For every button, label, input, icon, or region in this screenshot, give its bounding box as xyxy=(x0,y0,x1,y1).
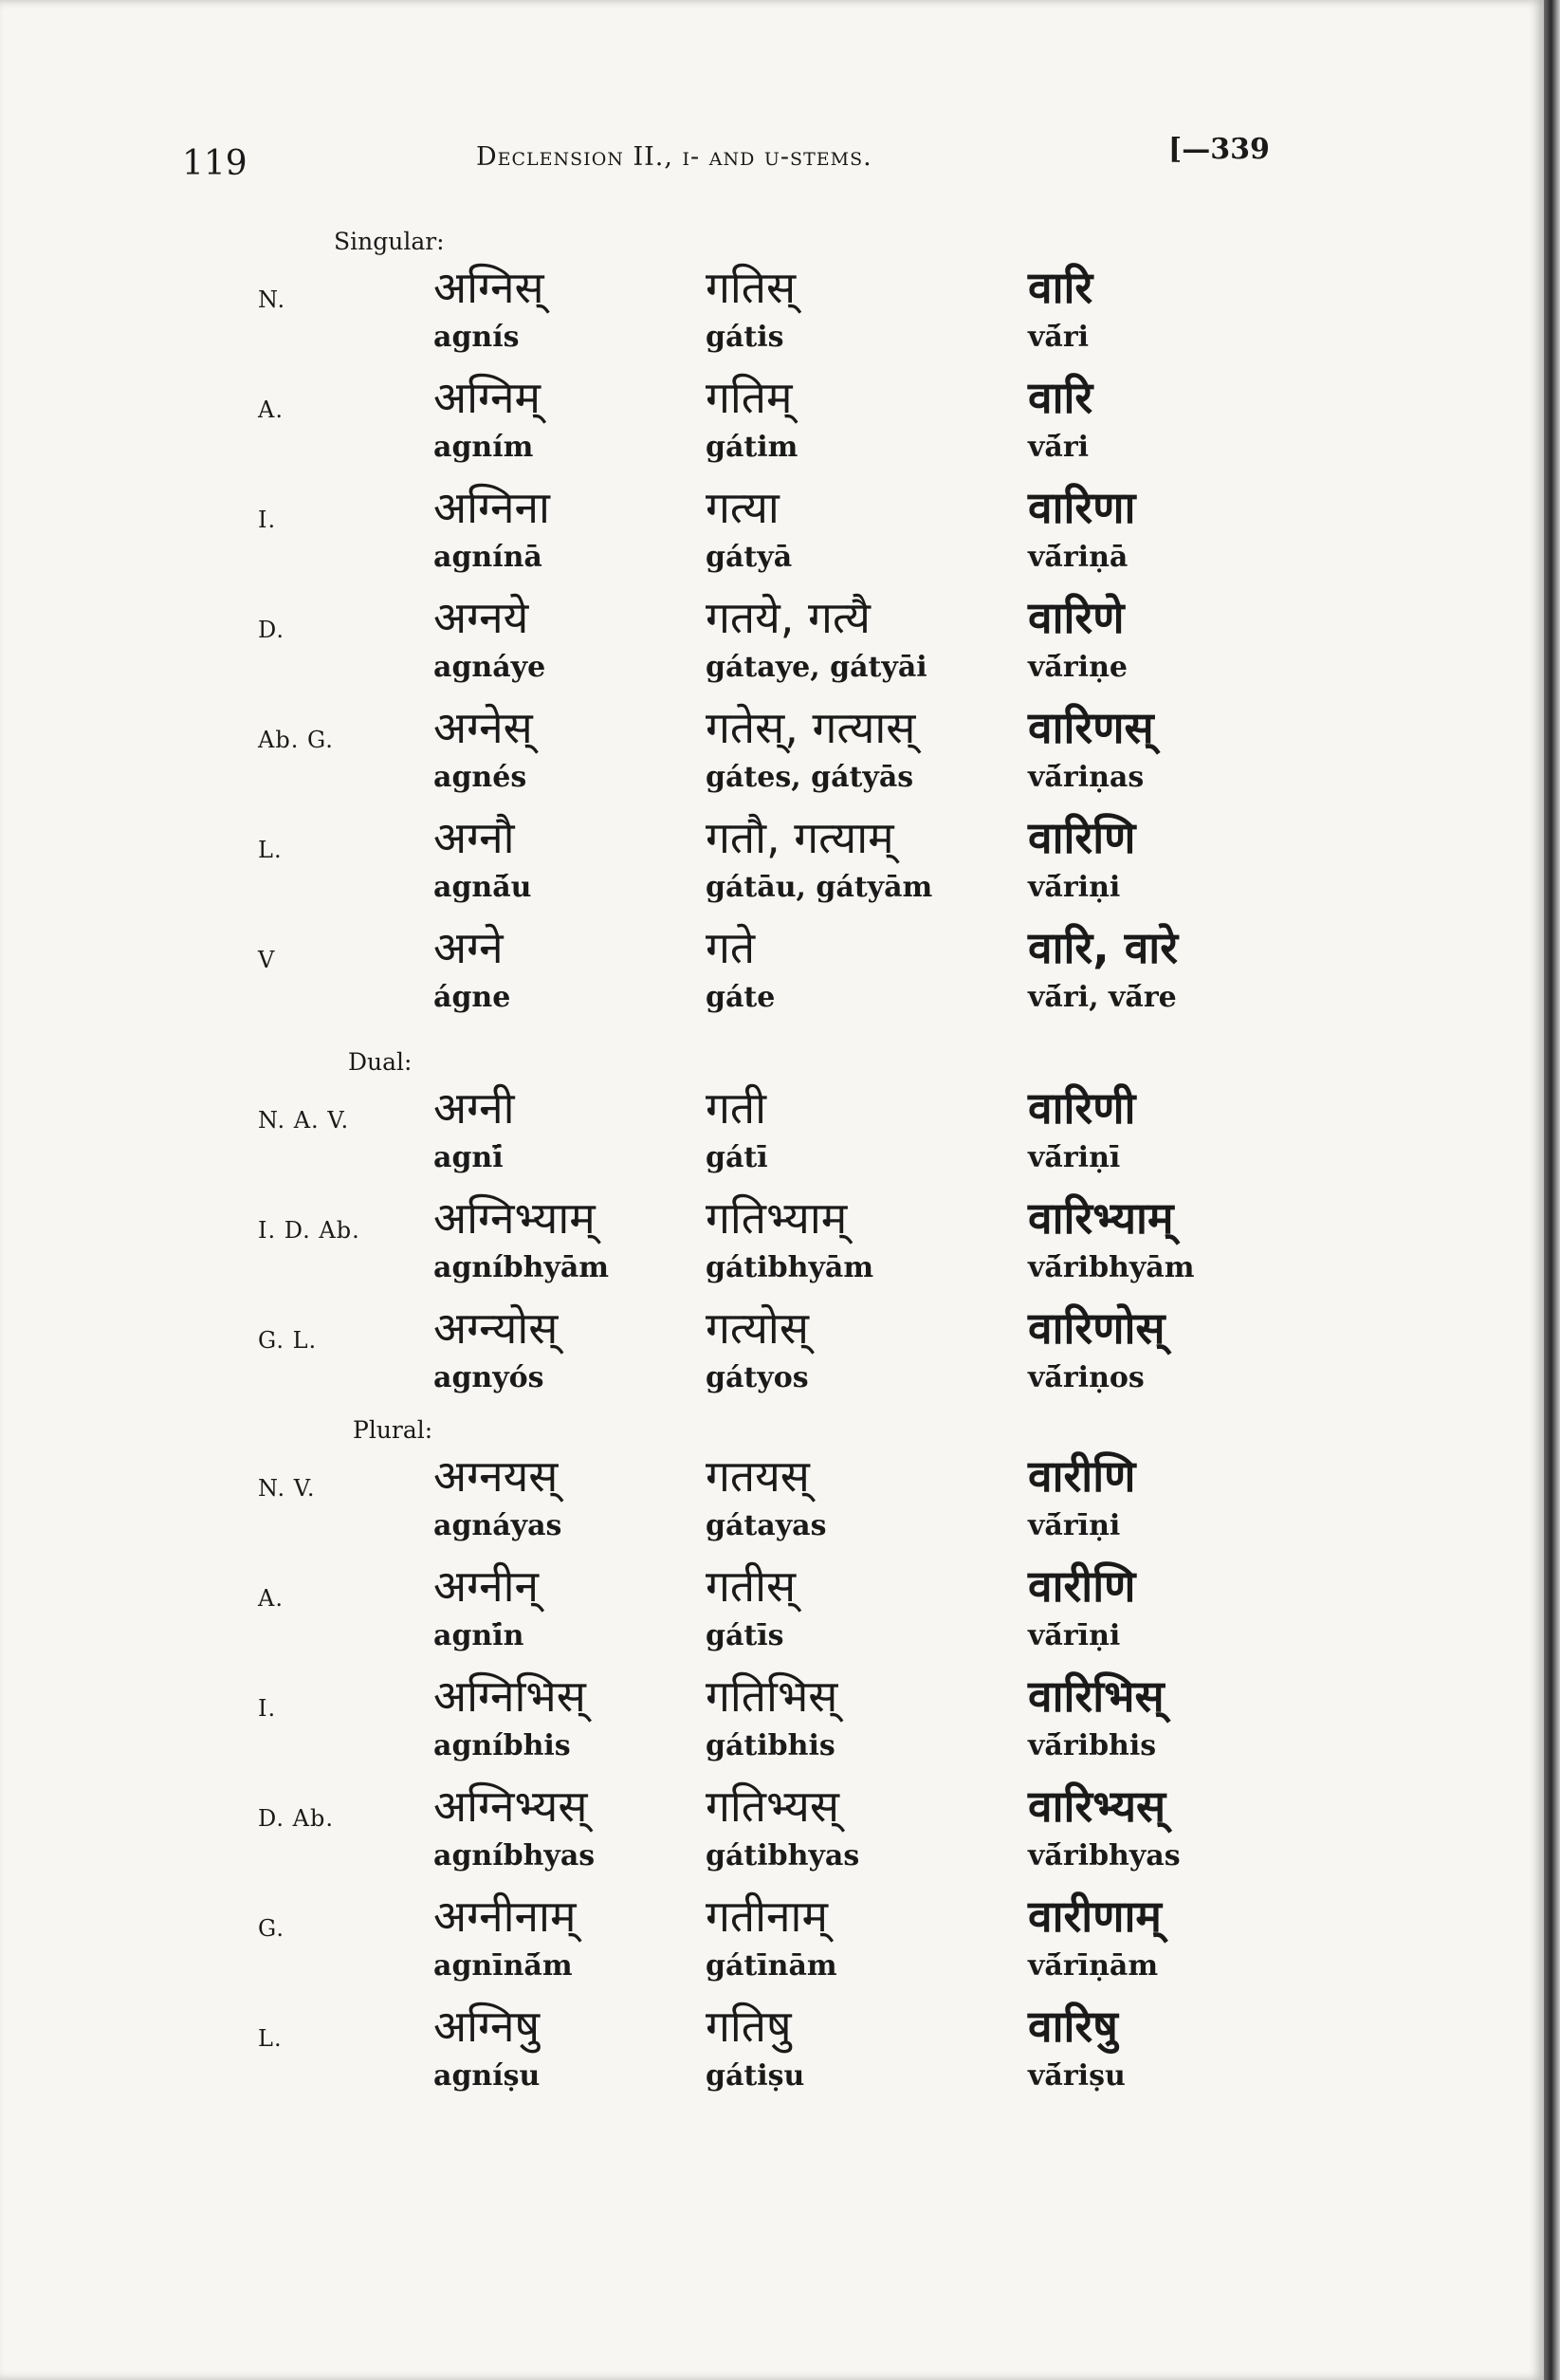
devanagari-form: अग्ने xyxy=(433,922,504,973)
gati-form xyxy=(706,262,797,354)
gati-form xyxy=(706,372,798,464)
devanagari-form: वारिणस् xyxy=(1028,702,1154,753)
devanagari-form: अग्नीन् xyxy=(433,1560,540,1612)
devanagari-form: गतिभिस् xyxy=(706,1670,838,1722)
gati-form xyxy=(706,592,927,684)
case-label: Ab. G. xyxy=(258,727,334,753)
case-label: L. xyxy=(258,837,283,863)
case-label: A. xyxy=(258,1585,284,1612)
transliteration: vā́riṇi xyxy=(1028,871,1121,904)
devanagari-form: अग्नी xyxy=(433,1082,515,1134)
devanagari-form: अग्नीनाम् xyxy=(433,1891,577,1942)
case-label: N. V. xyxy=(258,1475,316,1502)
devanagari-form: गत्योस् xyxy=(706,1302,809,1354)
gati-form xyxy=(706,1670,838,1762)
devanagari-form: अग्निभ्यस् xyxy=(433,1780,588,1832)
devanagari-form: वारीणि xyxy=(1028,1560,1136,1612)
devanagari-form: वारिषु xyxy=(1028,2001,1118,2052)
agni-form xyxy=(433,1891,577,1983)
devanagari-form: गतिस् xyxy=(706,262,797,313)
vari-form xyxy=(1028,1302,1165,1394)
transliteration: vā́rīṇi xyxy=(1028,1509,1121,1542)
agni-form xyxy=(433,1670,586,1762)
devanagari-form: अग्नौ xyxy=(433,812,515,863)
vari-form xyxy=(1028,922,1179,1014)
gati-form xyxy=(706,1891,837,1983)
agni-form xyxy=(433,1192,610,1284)
case-label: I. xyxy=(258,507,277,533)
agni-form xyxy=(433,372,541,464)
devanagari-form: गतये, गत्यै xyxy=(706,592,871,643)
devanagari-form: गतीनाम् xyxy=(706,1891,828,1942)
transliteration: agnī́n xyxy=(433,1619,524,1652)
agni-form xyxy=(433,1560,540,1652)
devanagari-form: अग्निभ्याम् xyxy=(433,1192,596,1244)
devanagari-form: वारिणोस् xyxy=(1028,1302,1165,1354)
case-label: G. xyxy=(258,1915,284,1942)
transliteration: vā́ri xyxy=(1028,431,1090,464)
devanagari-form: गतौ, गत्याम् xyxy=(706,812,894,863)
agni-form xyxy=(433,592,546,684)
case-label: G. L. xyxy=(258,1327,318,1354)
agni-form xyxy=(433,262,544,354)
transliteration: gátāu, gátyām xyxy=(706,871,933,904)
transliteration: ágne xyxy=(433,981,511,1014)
page-edge-shadow xyxy=(1544,0,1560,2380)
devanagari-form: अग्निम् xyxy=(433,372,541,423)
transliteration: gátī xyxy=(706,1141,768,1174)
case-label: V xyxy=(258,947,276,973)
transliteration: vā́riṣu xyxy=(1028,2059,1126,2093)
vari-form xyxy=(1028,812,1136,904)
transliteration: vā́ribhyām xyxy=(1028,1251,1195,1284)
devanagari-form: वारिणि xyxy=(1028,812,1136,863)
agni-form xyxy=(433,1780,596,1873)
gati-form xyxy=(706,2001,805,2093)
transliteration: gátīs xyxy=(706,1619,784,1652)
devanagari-form: वारि xyxy=(1028,262,1093,313)
transliteration: gátyā xyxy=(706,541,793,574)
gati-form xyxy=(706,922,776,1014)
transliteration: agním xyxy=(433,431,534,464)
transliteration: gátyos xyxy=(706,1361,809,1394)
transliteration: agníbhis xyxy=(433,1729,571,1762)
devanagari-form: अग्नेस् xyxy=(433,702,533,753)
vari-form xyxy=(1028,262,1093,354)
vari-form xyxy=(1028,1670,1165,1762)
transliteration: gátibhyas xyxy=(706,1839,860,1873)
gati-form xyxy=(706,1560,797,1652)
vari-form xyxy=(1028,1192,1195,1284)
transliteration: agnā́u xyxy=(433,871,532,904)
transliteration: gátes, gátyās xyxy=(706,761,914,794)
transliteration: vā́ribhis xyxy=(1028,1729,1157,1762)
devanagari-form: गतेस्, गत्यास् xyxy=(706,702,916,753)
agni-form xyxy=(433,1082,515,1174)
running-title: Declension II., i- and u-stems. xyxy=(476,142,872,172)
devanagari-form: अग्निना xyxy=(433,482,550,533)
case-label: D. Ab. xyxy=(258,1805,334,1832)
transliteration: agnáyas xyxy=(433,1509,562,1542)
case-label: A. xyxy=(258,397,284,423)
case-label: N. xyxy=(258,286,286,313)
transliteration: agníbhyas xyxy=(433,1839,596,1873)
devanagari-form: अग्निषु xyxy=(433,2001,541,2052)
devanagari-form: अग्निभिस् xyxy=(433,1670,586,1722)
vari-form xyxy=(1028,592,1128,684)
transliteration: gátis xyxy=(706,321,784,354)
vari-form xyxy=(1028,1560,1136,1652)
case-label: I. D. Ab. xyxy=(258,1217,360,1244)
transliteration: vā́riṇī xyxy=(1028,1141,1121,1174)
vari-form xyxy=(1028,2001,1126,2093)
devanagari-form: अग्नयस् xyxy=(433,1450,559,1502)
transliteration: agnīnā́m xyxy=(433,1949,573,1983)
gati-form xyxy=(706,1192,874,1284)
devanagari-form: गतिभ्यस् xyxy=(706,1780,839,1832)
devanagari-form: वारिभ्यस् xyxy=(1028,1780,1166,1832)
agni-form xyxy=(433,702,533,794)
devanagari-form: अग्निस् xyxy=(433,262,544,313)
devanagari-form: गतिषु xyxy=(706,2001,792,2052)
transliteration: gátaye, gátyāi xyxy=(706,651,927,684)
transliteration: vā́riṇā xyxy=(1028,541,1129,574)
group-label: Plural: xyxy=(353,1416,433,1444)
transliteration: vā́riṇe xyxy=(1028,651,1128,684)
gati-form xyxy=(706,812,933,904)
transliteration: gátibhyām xyxy=(706,1251,874,1284)
gati-form xyxy=(706,702,916,794)
case-label: L. xyxy=(258,2025,283,2052)
transliteration: vā́ribhyas xyxy=(1028,1839,1181,1873)
transliteration: gáte xyxy=(706,981,776,1014)
transliteration: agnyós xyxy=(433,1361,544,1394)
devanagari-form: अग्नये xyxy=(433,592,529,643)
devanagari-form: वारि xyxy=(1028,372,1093,423)
group-label: Singular: xyxy=(334,228,445,255)
transliteration: agnés xyxy=(433,761,527,794)
transliteration: vā́riṇas xyxy=(1028,761,1145,794)
agni-form xyxy=(433,812,532,904)
agni-form xyxy=(433,1302,559,1394)
transliteration: vā́rīṇām xyxy=(1028,1949,1159,1983)
devanagari-form: गतयस् xyxy=(706,1450,810,1502)
gati-form xyxy=(706,1082,768,1174)
devanagari-form: गत्या xyxy=(706,482,780,533)
devanagari-form: वारिभिस् xyxy=(1028,1670,1165,1722)
devanagari-form: वारिभ्याम् xyxy=(1028,1192,1174,1244)
gati-form xyxy=(706,1450,827,1542)
devanagari-form: वारिणे xyxy=(1028,592,1125,643)
vari-form xyxy=(1028,372,1093,464)
devanagari-form: गती xyxy=(706,1082,767,1134)
page-header xyxy=(0,125,1544,182)
agni-form xyxy=(433,922,511,1014)
devanagari-form: गते xyxy=(706,922,756,973)
devanagari-form: गतीस् xyxy=(706,1560,797,1612)
case-label: I. xyxy=(258,1695,277,1722)
agni-form xyxy=(433,482,550,574)
vari-form xyxy=(1028,1891,1162,1983)
transliteration: vā́ri, vā́re xyxy=(1028,981,1177,1014)
vari-form xyxy=(1028,482,1136,574)
page-number: 119 xyxy=(182,144,248,183)
devanagari-form: वारीणि xyxy=(1028,1450,1136,1502)
transliteration: gátibhis xyxy=(706,1729,835,1762)
group-label: Dual: xyxy=(348,1048,413,1076)
devanagari-form: वारीणाम् xyxy=(1028,1891,1162,1942)
transliteration: agnī́ xyxy=(433,1141,504,1174)
transliteration: agnínā xyxy=(433,541,542,574)
gati-form xyxy=(706,1780,860,1873)
case-label: N. A. V. xyxy=(258,1107,350,1134)
devanagari-form: गतिभ्याम् xyxy=(706,1192,848,1244)
vari-form xyxy=(1028,1780,1181,1873)
agni-form xyxy=(433,1450,562,1542)
vari-form xyxy=(1028,1082,1136,1174)
vari-form xyxy=(1028,1450,1136,1542)
transliteration: vā́rīṇi xyxy=(1028,1619,1121,1652)
devanagari-form: वारिणी xyxy=(1028,1082,1136,1134)
devanagari-form: गतिम् xyxy=(706,372,793,423)
devanagari-form: वारिणा xyxy=(1028,482,1136,533)
transliteration: vā́ri xyxy=(1028,321,1090,354)
transliteration: gátayas xyxy=(706,1509,827,1542)
transliteration: agníbhyām xyxy=(433,1251,610,1284)
transliteration: agníṣu xyxy=(433,2059,541,2093)
transliteration: agnís xyxy=(433,321,520,354)
transliteration: gátim xyxy=(706,431,798,464)
gati-form xyxy=(706,1302,809,1394)
transliteration: gátīnām xyxy=(706,1949,837,1983)
gati-form xyxy=(706,482,793,574)
devanagari-form: अग्न्योस् xyxy=(433,1302,559,1354)
transliteration: agnáye xyxy=(433,651,546,684)
vari-form xyxy=(1028,702,1154,794)
transliteration: vā́riṇos xyxy=(1028,1361,1145,1394)
section-reference: [—339 xyxy=(1168,133,1270,166)
agni-form xyxy=(433,2001,541,2093)
devanagari-form: वारि, वारे xyxy=(1028,922,1179,973)
case-label: D. xyxy=(258,617,285,643)
transliteration: gátiṣu xyxy=(706,2059,805,2093)
